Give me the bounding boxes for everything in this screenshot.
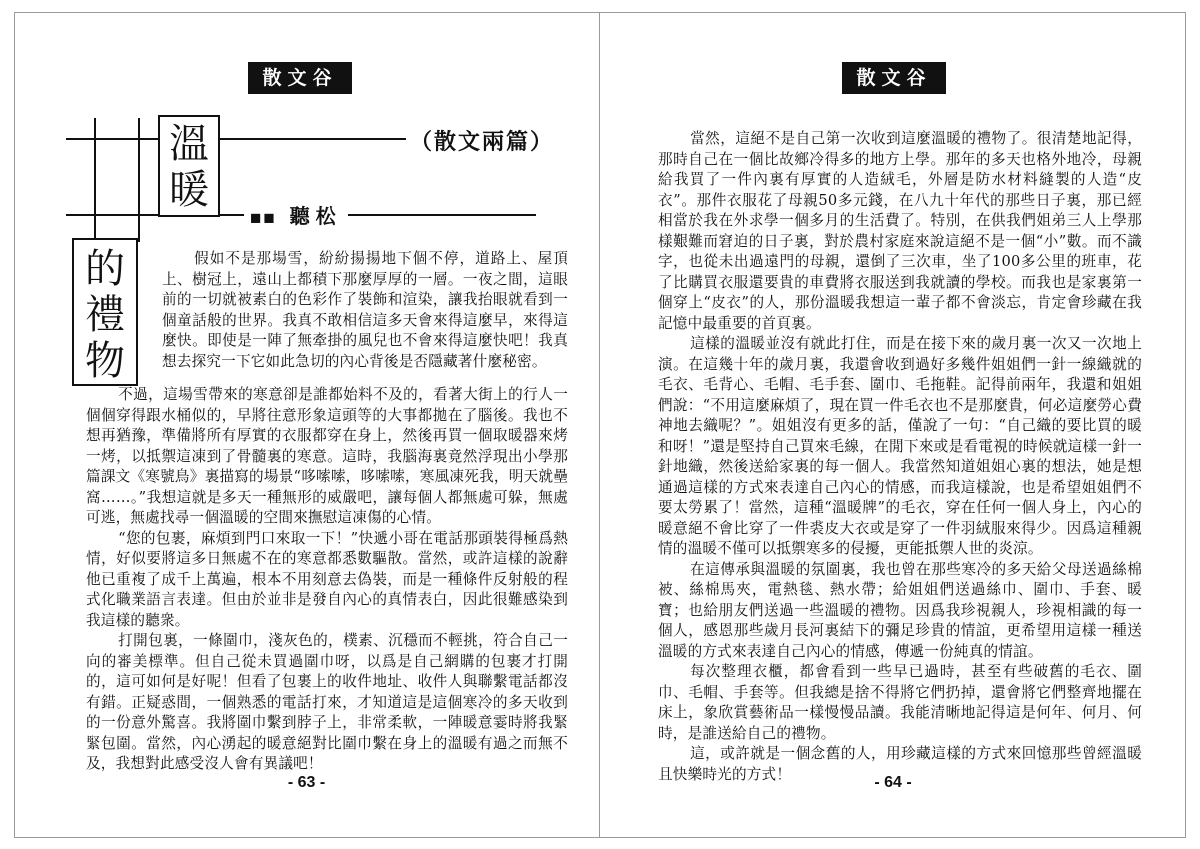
- right-page: [600, 12, 1186, 838]
- paragraph: 假如不是那場雪，紛紛揚揚地下個不停，道路上、屋頂上、樹冠上，遠山上都積下那麼厚厚的一層。一夜之間，這眼前的一切就被素白的色彩作了裝飾和渲染，讓我抬眼就看到一個童話般的世界。我真不敢相信這多天會來得這麼早，來得這麼快。即使是一陣了無牽掛的風兒也不會來得這麼快吧！我真想去探究一下它如此急切的內心背後是否隱藏著什麼秘密。: [162, 250, 568, 370]
- title-char: 禮: [85, 292, 125, 338]
- page-number: - 64 -: [874, 774, 912, 791]
- section-header: 散文谷: [248, 62, 352, 94]
- page-number: - 63 -: [287, 774, 326, 791]
- section-header: 散文谷: [842, 62, 946, 94]
- author-marker: ■■: [250, 210, 277, 225]
- paragraph: 這樣的溫暖並沒有就此打住，而是在接下來的歲月裏一次又一次地上演。在這幾十年的歲月裏，我還會收到過好多幾件姐姐們一針一線織就的毛衣、毛背心、毛帽、毛手套、圍巾、毛拖鞋。記得前兩年，我還和姐姐們說：“不用這麼麻煩了，現在買一件毛衣也不是那麼貴，何必這麼勞心費神地去織呢？”。姐姐沒有更多的話，僅說了一句：“自己織的要比買的暖和呀！”還是堅持自己買來毛線，在閒下來或是看電視的時候就這樣一針一針地織，然後送給家裏的每一個人。我當然知道姐姐心裏的想法，她是想通過這樣的方式來表達自己內心的情感，而我這樣說，也是希望姐姐們不要太勞累了！當然，這種“溫暖牌”的毛衣，穿在任何一個人身上，內心的暖意絕不會比穿了一件裘皮大衣或是穿了一件羽絨服來得少。因爲這種親情的溫暖不僅可以抵禦寒多的侵擾，更能抵禦人世的炎涼。: [658, 335, 1142, 557]
- title-rule-vertical-left: [94, 118, 96, 242]
- paragraph: 在這傳承與溫暖的氛圍裏，我也曾在那些寒冷的多天給父母送過絲棉被、絲棉馬夾，電熱毯、熱水帶；給姐姐們送過絲巾、圍巾、手套、暖寶；也給朋友們送過一些溫暖的禮物。因爲我珍視親人，珍視相識的每一個人，感恩那些歲月長河裏結下的彌足珍貴的情誼，更希望用這樣一種送溫暖的方式來表達自己內心的情感，傳遞一份純真的情誼。: [658, 560, 1142, 660]
- paragraph: 不過，這場雪帶來的寒意卻是誰都始料不及的，看著大街上的行人一個個穿得跟水桶似的，早將往意形象這頭等的大事都拋在了腦後。我也不想再猶豫，準備將所有厚實的衣服都穿在身上，然後再買一個取暖器來烤一烤，以抵禦這凍到了骨髓裏的寒意。這時，我腦海裏竟然浮現出小學那篇課文《寒號鳥》裏描寫的場景“哆嗦嗦，哆嗦嗦，寒風凍死我，明天就壘窩……。”我想這就是多天一種無形的威嚴吧，讓每個人都無處可躲，無處可逃，無處找尋一個溫暖的空間來撫慰這凍傷的心情。: [86, 386, 568, 526]
- title-char: 的: [85, 246, 125, 292]
- title-char: 溫: [169, 121, 209, 167]
- author-line: [244, 200, 348, 229]
- title-box-upper: [158, 115, 220, 217]
- article-body: [86, 385, 568, 775]
- paragraph: 這，或許就是一個念舊的人，用珍藏這樣的方式來回憶那些曾經溫暖且快樂時光的方式！: [658, 745, 1142, 783]
- subtitle: （散文兩篇）: [406, 125, 558, 156]
- article-body-intro: [162, 249, 568, 372]
- paragraph: 當然，這絕不是自己第一次收到這麼溫暖的禮物了。很清楚地記得，那時自己在一個比故鄉冷得多的地方上學。那年的多天也格外地冷，母親給我買了一件內裏有厚實的人造絨毛，外層是防水材料縫製的人造“皮衣”。那件衣服花了母親50多元錢，在八九十年代的那些日子裏，那已經相當於我在外求學一個多月的生活費了。特別，在供我們姐弟三人上學那樣艱難而窘迫的日子裏，對於農村家庭來說這絕不是一個“小”數。而不識字，也從未出過遠門的母親，還倒了三次車，坐了100多公里的班車，花了比購買衣服還要貴的車費將衣服送到我就讀的學校。而我也是家裏第一個穿上“皮衣”的人，那份溫暖我想這一輩子都不會淡忘，肯定會珍藏在我記憶中最重要的首頁裏。: [658, 130, 1142, 332]
- title-char: 物: [85, 338, 125, 384]
- author-name: 聽松: [289, 204, 342, 228]
- paragraph: 打開包裏，一條圍巾，淺灰色的，樸素、沉穩而不輕挑，符合自己一向的審美標準。但自己從未買過圍巾呀，以爲是自己網購的包裹才打開的，這可如何是好呢！但看了包裹上的收件地址、收件人與聯繫電話都沒有錯。正疑惑間，一個熟悉的電話打來，才知道這是這個寒冷的多天收到的一份意外驚喜。我將圍巾繫到脖子上，非常柔軟，一陣暖意霎時將我緊緊包圍。當然，內心湧起的暖意絕對比圍巾繫在身上的溫暖有過之而無不及，我想對此感受沒人會有異議吧！: [86, 632, 568, 772]
- title-box-lower: [72, 238, 138, 386]
- paragraph: “您的包裹，麻煩到門口來取一下！”快遞小哥在電話那頭裝得極爲熱情，好似要將這多日無處不在的寒意都悉數驅散。當然，或許這樣的說辭他已重複了成千上萬遍，根本不用刻意去偽裝，而是一種條件反射般的程式化職業語言表達。但由於並非是發自內心的真情表白，因此很難感染到我這樣的聽衆。: [86, 529, 568, 629]
- article-body: [658, 129, 1142, 785]
- paragraph: 每次整理衣櫃，都會看到一些早已過時，甚至有些破舊的毛衣、圍巾、毛帽、手套等。但我總是捨不得將它們扔掉，還會將它們整齊地擺在床上，象欣賞藝術品一樣慢慢品讀。我能清晰地記得這是何年、何月、何時，是誰送給自己的禮物。: [658, 663, 1142, 742]
- title-char: 暖: [169, 167, 209, 213]
- title-rule-vertical-right: [138, 118, 140, 242]
- left-page: [14, 12, 599, 838]
